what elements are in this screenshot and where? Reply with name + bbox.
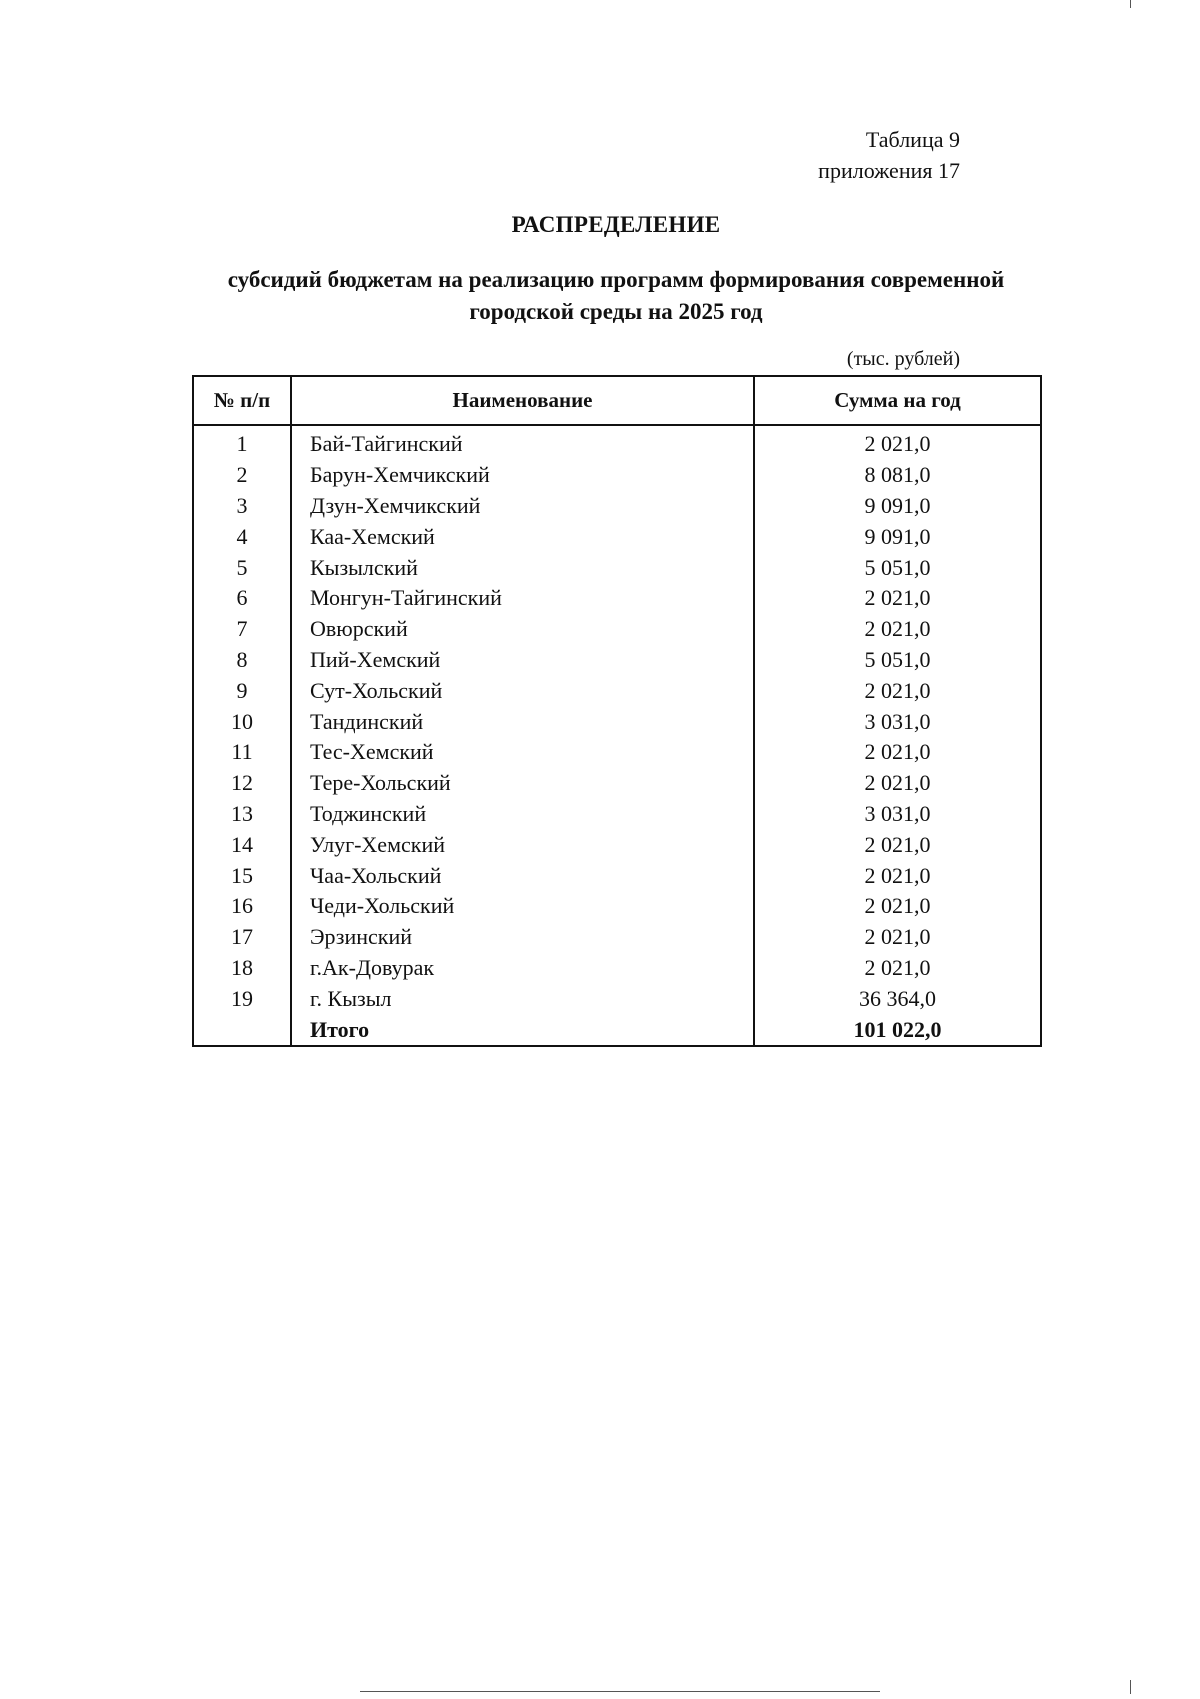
row-name: Пий-Хемский: [291, 645, 754, 676]
row-name: Тоджинский: [291, 799, 754, 830]
row-number: 12: [193, 768, 291, 799]
row-number: 10: [193, 706, 291, 737]
total-row-number: [193, 1014, 291, 1046]
row-sum: 2 021,0: [754, 860, 1041, 891]
row-number: 18: [193, 953, 291, 984]
table-row: [193, 860, 1041, 891]
table-row: [193, 425, 1041, 460]
unit-note: (тыс. рублей): [846, 348, 960, 370]
row-sum: 2 021,0: [754, 922, 1041, 953]
total-row-sum: 101 022,0: [754, 1014, 1041, 1046]
row-name: Овюрский: [291, 614, 754, 645]
table-reference: [818, 124, 960, 186]
row-number: 14: [193, 829, 291, 860]
row-number: 13: [193, 799, 291, 830]
table-row: [193, 829, 1041, 860]
row-name: Эрзинский: [291, 922, 754, 953]
table-header-row: [193, 376, 1041, 425]
row-number: 4: [193, 521, 291, 552]
table-row: [193, 706, 1041, 737]
table-row: [193, 460, 1041, 491]
row-sum: 2 021,0: [754, 891, 1041, 922]
table-row: [193, 983, 1041, 1014]
row-sum: 2 021,0: [754, 953, 1041, 984]
row-name: Улуг-Хемский: [291, 829, 754, 860]
row-number: 3: [193, 491, 291, 522]
table-row: [193, 891, 1041, 922]
appendix-label: приложения 17: [818, 158, 960, 183]
table-row: [193, 768, 1041, 799]
row-sum: 8 081,0: [754, 460, 1041, 491]
row-number: 1: [193, 425, 291, 460]
row-number: 11: [193, 737, 291, 768]
row-sum: 2 021,0: [754, 675, 1041, 706]
scan-artifact-tick: [1130, 1680, 1131, 1694]
document-title: РАСПРЕДЕЛЕНИЕ: [511, 212, 721, 237]
row-name: Тандинский: [291, 706, 754, 737]
row-name: г. Кызыл: [291, 983, 754, 1014]
table-total-row: [193, 1014, 1041, 1046]
row-number: 15: [193, 860, 291, 891]
scan-artifact-tick-top: [1130, 0, 1131, 8]
row-number: 5: [193, 552, 291, 583]
row-name: Чаа-Хольский: [291, 860, 754, 891]
table-row: [193, 645, 1041, 676]
table-row: [193, 922, 1041, 953]
table-number-label: Таблица 9: [865, 127, 960, 152]
row-number: 7: [193, 614, 291, 645]
row-name: Монгун-Тайгинский: [291, 583, 754, 614]
row-name: Бай-Тайгинский: [291, 425, 754, 460]
document-subtitle: субсидий бюджетам на реализацию программ формирования современной городской среды на 2025 год: [227, 267, 1005, 324]
row-number: 19: [193, 983, 291, 1014]
row-sum: 36 364,0: [754, 983, 1041, 1014]
row-sum: 5 051,0: [754, 552, 1041, 583]
row-sum: 2 021,0: [754, 614, 1041, 645]
row-name: Кызылский: [291, 552, 754, 583]
row-sum: 9 091,0: [754, 491, 1041, 522]
total-row-name: Итого: [291, 1014, 754, 1046]
row-sum: 9 091,0: [754, 521, 1041, 552]
row-number: 9: [193, 675, 291, 706]
row-sum: 2 021,0: [754, 829, 1041, 860]
column-header-number: № п/п: [193, 376, 291, 425]
table-row: [193, 675, 1041, 706]
row-name: г.Ак-Довурак: [291, 953, 754, 984]
row-name: Тере-Хольский: [291, 768, 754, 799]
row-sum: 2 021,0: [754, 583, 1041, 614]
table-row: [193, 614, 1041, 645]
row-sum: 3 031,0: [754, 799, 1041, 830]
row-name: Каа-Хемский: [291, 521, 754, 552]
row-sum: 2 021,0: [754, 768, 1041, 799]
row-sum: 3 031,0: [754, 706, 1041, 737]
row-sum: 2 021,0: [754, 737, 1041, 768]
table-row: [193, 491, 1041, 522]
table-row: [193, 521, 1041, 552]
row-sum: 5 051,0: [754, 645, 1041, 676]
table-row: [193, 799, 1041, 830]
row-name: Барун-Хемчикский: [291, 460, 754, 491]
row-name: Сут-Хольский: [291, 675, 754, 706]
column-header-name: Наименование: [291, 376, 754, 425]
table-row: [193, 953, 1041, 984]
row-number: 17: [193, 922, 291, 953]
column-header-sum: Сумма на год: [754, 376, 1041, 425]
table-row: [193, 737, 1041, 768]
table-row: [193, 552, 1041, 583]
row-name: Чеди-Хольский: [291, 891, 754, 922]
row-number: 8: [193, 645, 291, 676]
row-name: Дзун-Хемчикский: [291, 491, 754, 522]
row-number: 6: [193, 583, 291, 614]
row-sum: 2 021,0: [754, 425, 1041, 460]
scan-artifact-line: [360, 1691, 880, 1692]
row-number: 2: [193, 460, 291, 491]
row-name: Тес-Хемский: [291, 737, 754, 768]
table-row: [193, 583, 1041, 614]
distribution-table: [192, 375, 1042, 1047]
row-number: 16: [193, 891, 291, 922]
